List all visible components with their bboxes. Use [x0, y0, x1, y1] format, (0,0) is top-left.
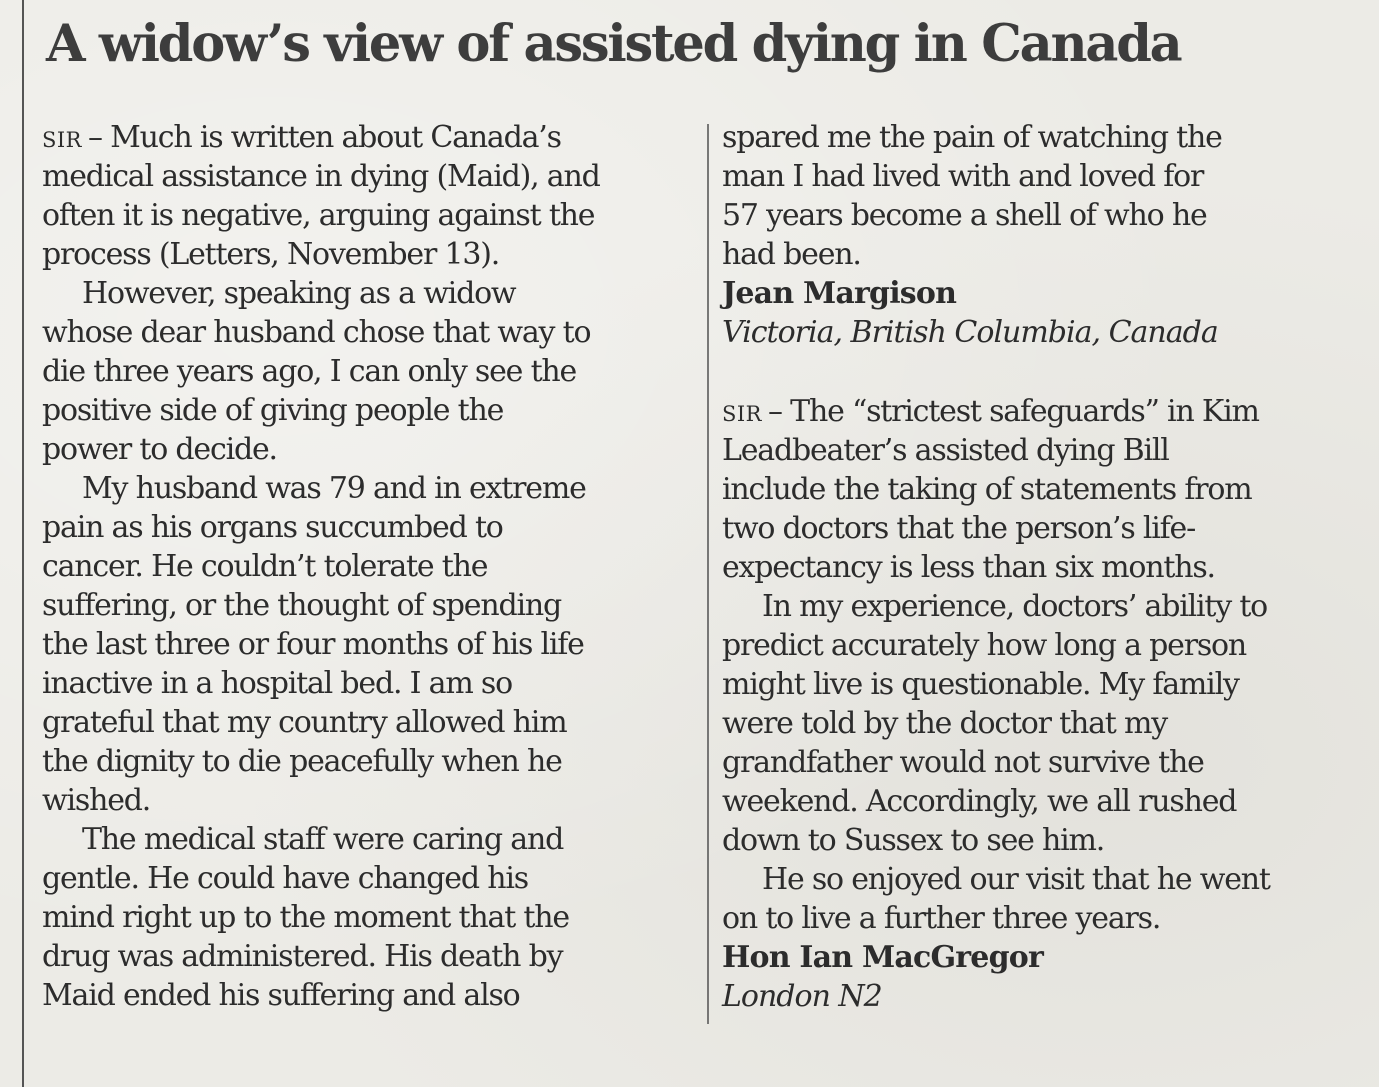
- letter-line: My husband was 79 and in extreme: [82, 471, 586, 506]
- letter-line: SIR – Much is written about Canada’s: [42, 120, 561, 155]
- letter-line: die three years ago, I can only see the: [42, 354, 577, 389]
- letter-line: In my experience, doctors’ ability to: [762, 589, 1268, 624]
- letter-line: on to live a further three years.: [722, 901, 1161, 936]
- right-column: [722, 118, 1362, 1016]
- letter-spacer: [722, 352, 1362, 392]
- letter-line: weekend. Accordingly, we all rushed: [722, 784, 1237, 819]
- letter-line: suffering, or the thought of spending: [42, 588, 561, 623]
- letter-line: drug was administered. His death by: [42, 939, 563, 974]
- letter-line: However, speaking as a widow: [82, 276, 516, 311]
- letter-line: wished.: [42, 783, 151, 818]
- letter-line: 57 years become a shell of who he: [722, 198, 1207, 233]
- signature-name: Jean Margison: [722, 276, 957, 311]
- letter-line: the dignity to die peacefully when he: [42, 744, 562, 779]
- letter-line: predict accurately how long a person: [722, 628, 1247, 663]
- letter-line: include the taking of statements from: [722, 472, 1252, 507]
- letter-line: cancer. He couldn’t tolerate the: [42, 549, 488, 584]
- letter-line: power to decide.: [42, 432, 277, 467]
- letter-line: pain as his organs succumbed to: [42, 510, 503, 545]
- letter-line: expectancy is less than six months.: [722, 550, 1215, 585]
- left-column: [42, 118, 692, 1015]
- letter-line: had been.: [722, 237, 861, 272]
- letter-line: Leadbeater’s assisted dying Bill: [722, 433, 1169, 468]
- letter-line: man I had lived with and loved for: [722, 159, 1204, 194]
- letter-line: SIR – The “strictest safeguards” in Kim: [722, 394, 1259, 429]
- letter-line: down to Sussex to see him.: [722, 823, 1105, 858]
- signature-location: Victoria, British Columbia, Canada: [722, 315, 1218, 350]
- letter-line: mind right up to the moment that the: [42, 900, 569, 935]
- sir-salutation: SIR: [42, 128, 82, 152]
- sir-salutation: SIR: [722, 402, 762, 426]
- letter-line: process (Letters, November 13).: [42, 237, 500, 272]
- letter-line: whose dear husband chose that way to: [42, 315, 591, 350]
- letter-line: Maid ended his suffering and also: [42, 978, 520, 1013]
- headline: A widow’s view of assisted dying in Canada: [46, 14, 1181, 74]
- letter-line: spared me the pain of watching the: [722, 120, 1222, 155]
- letter-line: might live is questionable. My family: [722, 667, 1239, 702]
- signature-name: Hon Ian MacGregor: [722, 940, 1043, 975]
- letter-line: medical assistance in dying (Maid), and: [42, 159, 600, 194]
- column-divider: [707, 124, 709, 1024]
- left-margin-rule: [22, 0, 24, 1087]
- letter-line: grandfather would not survive the: [722, 745, 1204, 780]
- letter-line: the last three or four months of his life: [42, 627, 584, 662]
- letter-line: inactive in a hospital bed. I am so: [42, 666, 512, 701]
- signature-location: London N2: [722, 979, 882, 1014]
- letter-line: two doctors that the person’s life-: [722, 511, 1196, 546]
- letter-line: often it is negative, arguing against the: [42, 198, 595, 233]
- letter-line: gentle. He could have changed his: [42, 861, 528, 896]
- letter-line: were told by the doctor that my: [722, 706, 1167, 741]
- letter-line: positive side of giving people the: [42, 393, 504, 428]
- letter-line: The medical staff were caring and: [82, 822, 564, 857]
- letter-line: grateful that my country allowed him: [42, 705, 567, 740]
- letter-line: He so enjoyed our visit that he went: [762, 862, 1270, 897]
